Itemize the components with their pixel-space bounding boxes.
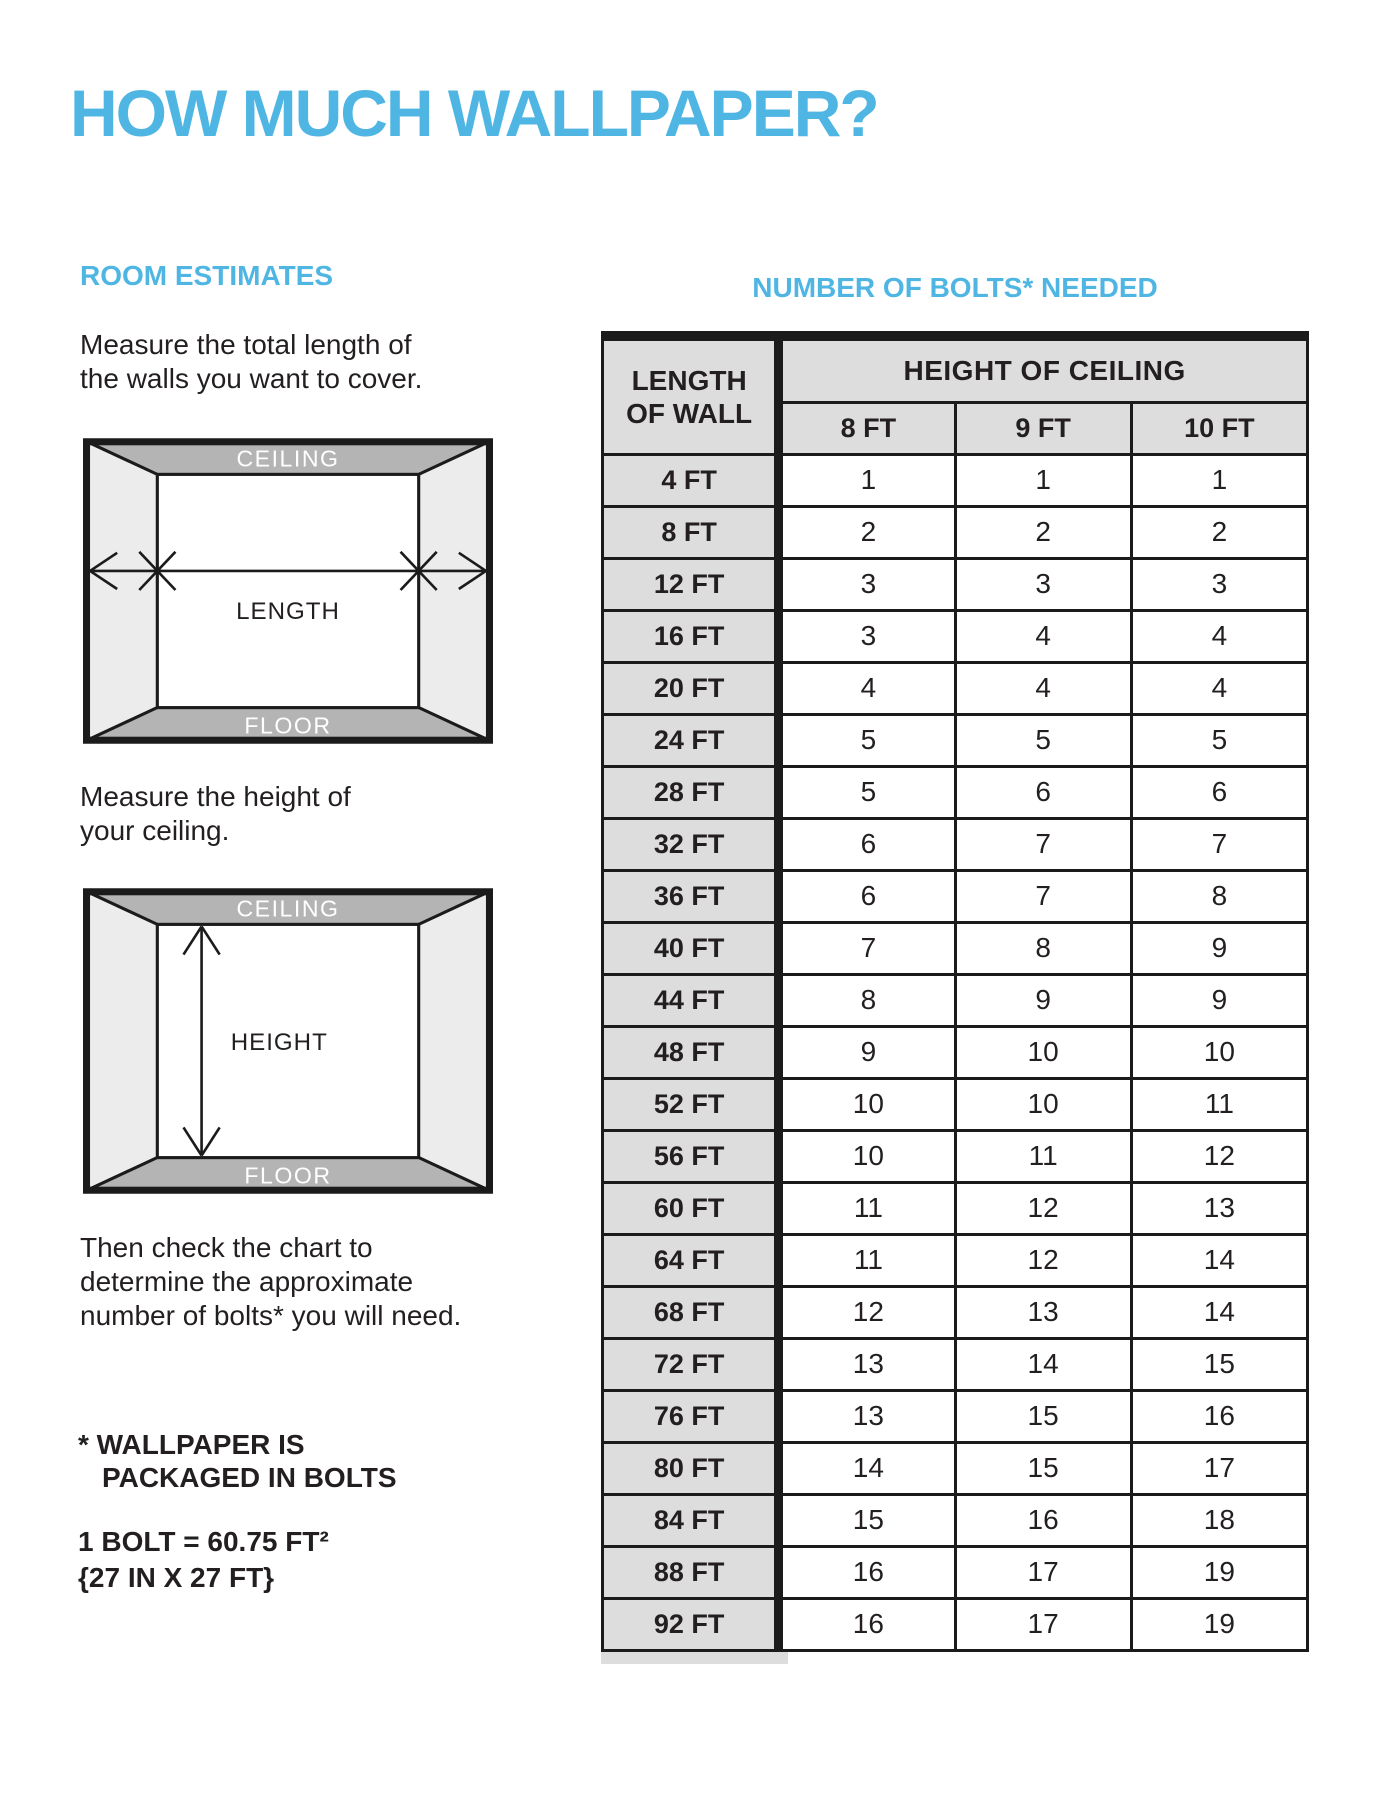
floor-label: FLOOR	[244, 712, 332, 739]
bolt-count-cell: 9	[779, 1026, 955, 1078]
bolt-count-cell: 15	[779, 1494, 955, 1546]
bolt-size-note	[78, 1524, 329, 1596]
wall-length-cell: 52 FT	[603, 1078, 779, 1130]
bolt-count-cell: 11	[779, 1182, 955, 1234]
table-row	[603, 1234, 1308, 1286]
bolt-count-cell: 9	[1131, 974, 1307, 1026]
height-instruction	[80, 780, 351, 848]
bolt-count-cell: 10	[955, 1026, 1131, 1078]
page-title: HOW MUCH WALLPAPER?	[70, 76, 878, 150]
bolt-count-cell: 5	[1131, 714, 1307, 766]
wall-length-cell: 24 FT	[603, 714, 779, 766]
wall-length-cell: 60 FT	[603, 1182, 779, 1234]
wall-length-cell: 44 FT	[603, 974, 779, 1026]
length-of-wall-header-line: OF WALL	[626, 397, 753, 429]
length-instruction	[80, 328, 422, 396]
bolt-count-cell: 9	[1131, 922, 1307, 974]
table-row	[603, 610, 1308, 662]
wall-length-cell: 28 FT	[603, 766, 779, 818]
bolt-count-cell: 11	[955, 1130, 1131, 1182]
height-instruction-line: Measure the height of	[80, 781, 351, 812]
bolt-count-cell: 4	[1131, 610, 1307, 662]
ceiling-9ft-header: 9 FT	[955, 402, 1131, 454]
wall-length-cell: 88 FT	[603, 1546, 779, 1598]
back-wall	[157, 474, 418, 707]
table-row	[603, 454, 1308, 506]
bolt-count-cell: 14	[779, 1442, 955, 1494]
table-row	[603, 1338, 1308, 1390]
bolt-count-cell: 15	[1131, 1338, 1307, 1390]
bolt-count-cell: 2	[955, 506, 1131, 558]
bolt-table-body	[603, 454, 1308, 1650]
bolt-count-cell: 12	[955, 1234, 1131, 1286]
bolt-count-cell: 12	[779, 1286, 955, 1338]
bolt-count-cell: 3	[779, 610, 955, 662]
bolt-count-cell: 10	[779, 1130, 955, 1182]
bolt-count-cell: 13	[779, 1338, 955, 1390]
table-row	[603, 766, 1308, 818]
chart-instruction-line: number of bolts* you will need.	[80, 1300, 462, 1331]
table-foot-sliver	[601, 1652, 788, 1664]
table-row	[603, 1390, 1308, 1442]
table-row	[603, 1598, 1308, 1650]
bolt-count-cell: 6	[779, 818, 955, 870]
bolt-count-cell: 4	[779, 662, 955, 714]
bolt-count-cell: 12	[1131, 1130, 1307, 1182]
chart-instruction-line: Then check the chart to	[80, 1232, 373, 1263]
bolt-count-cell: 15	[955, 1442, 1131, 1494]
bolt-size-line: 1 BOLT = 60.75 FT²	[78, 1526, 329, 1557]
bolt-count-cell: 5	[779, 766, 955, 818]
chart-instruction	[80, 1231, 461, 1333]
table-row	[603, 974, 1308, 1026]
length-instruction-line: the walls you want to cover.	[80, 363, 423, 394]
left-wall	[86, 891, 157, 1190]
chart-instruction-line: determine the approximate	[80, 1266, 414, 1297]
bolt-count-cell: 5	[779, 714, 955, 766]
wall-length-cell: 36 FT	[603, 870, 779, 922]
bolt-count-cell: 13	[779, 1390, 955, 1442]
bolt-count-cell: 3	[1131, 558, 1307, 610]
bolt-count-cell: 13	[1131, 1182, 1307, 1234]
wall-length-cell: 20 FT	[603, 662, 779, 714]
bolt-count-cell: 16	[955, 1494, 1131, 1546]
table-row	[603, 662, 1308, 714]
wall-length-cell: 8 FT	[603, 506, 779, 558]
bolt-count-cell: 19	[1131, 1546, 1307, 1598]
bolt-count-cell: 12	[955, 1182, 1131, 1234]
bolt-count-cell: 3	[955, 558, 1131, 610]
bolt-count-cell: 6	[779, 870, 955, 922]
bolt-count-cell: 7	[1131, 818, 1307, 870]
table-row	[603, 1130, 1308, 1182]
table-row	[603, 714, 1308, 766]
bolt-count-cell: 19	[1131, 1598, 1307, 1650]
ceiling-label: CEILING	[236, 445, 340, 472]
bolt-count-cell: 2	[1131, 506, 1307, 558]
length-instruction-line: Measure the total length of	[80, 329, 412, 360]
bolt-count-cell: 17	[955, 1546, 1131, 1598]
bolt-count-cell: 14	[1131, 1234, 1307, 1286]
table-row	[603, 506, 1308, 558]
table-row	[603, 922, 1308, 974]
wall-length-cell: 12 FT	[603, 558, 779, 610]
bolt-count-cell: 4	[955, 610, 1131, 662]
table-row	[603, 558, 1308, 610]
bolt-count-cell: 7	[955, 870, 1131, 922]
wall-length-cell: 16 FT	[603, 610, 779, 662]
wall-length-cell: 84 FT	[603, 1494, 779, 1546]
bolt-count-cell: 14	[1131, 1286, 1307, 1338]
bolt-count-cell: 18	[1131, 1494, 1307, 1546]
bolt-count-cell: 3	[779, 558, 955, 610]
bolts-table	[601, 331, 1309, 1652]
bolt-count-cell: 4	[1131, 662, 1307, 714]
wall-length-cell: 92 FT	[603, 1598, 779, 1650]
wall-length-cell: 40 FT	[603, 922, 779, 974]
table-row	[603, 818, 1308, 870]
bolt-count-cell: 6	[1131, 766, 1307, 818]
bolt-count-cell: 8	[955, 922, 1131, 974]
wall-length-cell: 76 FT	[603, 1390, 779, 1442]
bolt-count-cell: 6	[955, 766, 1131, 818]
bolts-footnote-line: PACKAGED IN BOLTS	[102, 1462, 397, 1493]
bolts-table-section	[601, 272, 1309, 1664]
bolt-count-cell: 14	[955, 1338, 1131, 1390]
bolt-count-cell: 16	[1131, 1390, 1307, 1442]
ceiling-label: CEILING	[236, 895, 340, 922]
ceiling-10ft-header: 10 FT	[1131, 402, 1307, 454]
right-wall	[419, 891, 490, 1190]
bolt-count-cell: 7	[779, 922, 955, 974]
height-instruction-line: your ceiling.	[80, 815, 230, 846]
bolt-count-cell: 5	[955, 714, 1131, 766]
bolt-count-cell: 8	[779, 974, 955, 1026]
room-height-diagram	[83, 888, 493, 1194]
wall-length-cell: 80 FT	[603, 1442, 779, 1494]
bolt-count-cell: 17	[1131, 1442, 1307, 1494]
bolt-count-cell: 1	[955, 454, 1131, 506]
height-of-ceiling-header: HEIGHT OF CEILING	[779, 336, 1308, 402]
table-row	[603, 1494, 1308, 1546]
bolt-count-cell: 11	[1131, 1078, 1307, 1130]
table-row	[603, 1286, 1308, 1338]
height-label: HEIGHT	[230, 1029, 328, 1057]
bolt-count-cell: 16	[779, 1546, 955, 1598]
bolts-footnote	[78, 1428, 397, 1494]
table-row	[603, 1078, 1308, 1130]
wall-length-cell: 72 FT	[603, 1338, 779, 1390]
bolt-count-cell: 1	[779, 454, 955, 506]
bolt-count-cell: 10	[955, 1078, 1131, 1130]
wall-length-cell: 64 FT	[603, 1234, 779, 1286]
bolt-count-cell: 8	[1131, 870, 1307, 922]
right-wall	[419, 441, 490, 740]
wall-length-cell: 4 FT	[603, 454, 779, 506]
wall-length-cell: 56 FT	[603, 1130, 779, 1182]
table-row	[603, 1182, 1308, 1234]
bolt-count-cell: 15	[955, 1390, 1131, 1442]
table-row	[603, 870, 1308, 922]
room-length-diagram	[83, 438, 493, 744]
bolt-count-cell: 10	[1131, 1026, 1307, 1078]
wall-length-cell: 48 FT	[603, 1026, 779, 1078]
table-row	[603, 1026, 1308, 1078]
floor-label: FLOOR	[244, 1162, 332, 1189]
bolt-count-cell: 2	[779, 506, 955, 558]
bolt-count-cell: 13	[955, 1286, 1131, 1338]
bolts-table-heading: NUMBER OF BOLTS* NEEDED	[752, 272, 1158, 303]
table-group-header-row	[603, 336, 1308, 402]
bolt-count-cell: 1	[1131, 454, 1307, 506]
table-row	[603, 1546, 1308, 1598]
wall-length-cell: 32 FT	[603, 818, 779, 870]
length-of-wall-header	[603, 336, 779, 454]
length-of-wall-header-line: LENGTH	[631, 364, 747, 396]
bolt-count-cell: 17	[955, 1598, 1131, 1650]
room-estimates-heading: ROOM ESTIMATES	[80, 260, 334, 291]
table-row	[603, 1442, 1308, 1494]
wall-length-cell: 68 FT	[603, 1286, 779, 1338]
bolt-size-line: {27 IN X 27 FT}	[78, 1562, 275, 1593]
length-label: LENGTH	[236, 598, 340, 626]
bolt-count-cell: 7	[955, 818, 1131, 870]
ceiling-8ft-header: 8 FT	[779, 402, 955, 454]
bolt-count-cell: 16	[779, 1598, 955, 1650]
bolts-footnote-line: * WALLPAPER IS	[78, 1429, 305, 1460]
bolt-count-cell: 10	[779, 1078, 955, 1130]
bolt-count-cell: 11	[779, 1234, 955, 1286]
bolt-count-cell: 9	[955, 974, 1131, 1026]
bolt-count-cell: 4	[955, 662, 1131, 714]
left-wall	[86, 441, 157, 740]
